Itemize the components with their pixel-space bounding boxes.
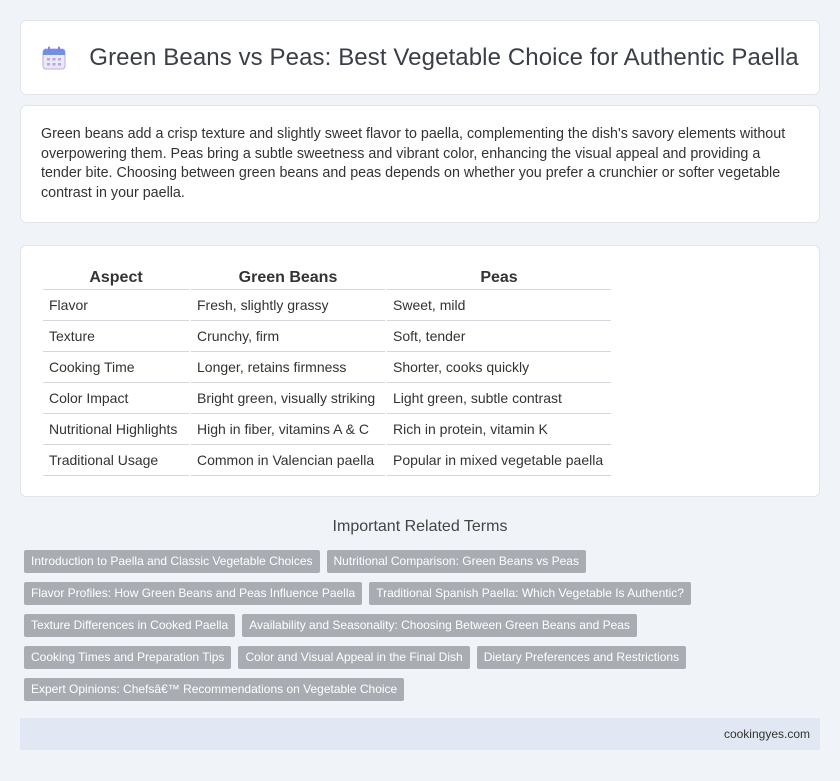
cell-green-beans: Fresh, slightly grassy [191, 290, 385, 321]
intro-card [20, 105, 820, 223]
related-term-tag[interactable]: Dietary Preferences and Restrictions [477, 646, 686, 669]
footer-site-link[interactable]: cookingyes.com [723, 727, 810, 741]
table-row [43, 445, 611, 476]
cell-aspect: Color Impact [43, 383, 189, 414]
table-header-row [43, 266, 611, 290]
cell-peas: Popular in mixed vegetable paella [387, 445, 611, 476]
footer [20, 718, 820, 750]
cell-aspect: Cooking Time [43, 352, 189, 383]
related-term-tag[interactable]: Nutritional Comparison: Green Beans vs Peas [327, 550, 586, 573]
comparison-card [20, 245, 820, 497]
header-green-beans: Green Beans [191, 266, 385, 290]
table-row [43, 352, 611, 383]
title-wrap [41, 44, 798, 72]
cell-peas: Light green, subtle contrast [387, 383, 611, 414]
table-row [43, 321, 611, 352]
related-term-tag[interactable]: Texture Differences in Cooked Paella [24, 614, 235, 637]
cell-aspect: Flavor [43, 290, 189, 321]
cell-peas: Rich in protein, vitamin K [387, 414, 611, 445]
cell-aspect: Nutritional Highlights [43, 414, 189, 445]
cell-aspect: Texture [43, 321, 189, 352]
table-row [43, 383, 611, 414]
table-row [43, 290, 611, 321]
cell-peas: Soft, tender [387, 321, 611, 352]
calendar-icon [41, 45, 67, 71]
page-title: Green Beans vs Peas: Best Vegetable Choice for Authentic Paella [89, 43, 799, 71]
related-term-tag[interactable]: Expert Opinions: Chefsâ€™ Recommendations on Vegetable Choice [24, 678, 404, 701]
cell-green-beans: Bright green, visually striking [191, 383, 385, 414]
related-terms-title: Important Related Terms [332, 518, 508, 535]
cell-green-beans: Longer, retains firmness [191, 352, 385, 383]
cell-peas: Sweet, mild [387, 290, 611, 321]
intro-paragraph: Green beans add a crisp texture and slightly sweet flavor to paella, complementing the dish's savory elements without overpowering them. Peas bring a subtle sweetness and vibrant color, enhancing the visual appeal and providing a tender bite. Choosing between green beans and peas depends on whether you prefer a crunchier or softer vegetable contrast in your paella. [41, 126, 786, 201]
cell-green-beans: High in fiber, vitamins A & C [191, 414, 385, 445]
header-peas: Peas [387, 266, 611, 290]
related-term-tag[interactable]: Color and Visual Appeal in the Final Dish [238, 646, 469, 669]
cell-peas: Shorter, cooks quickly [387, 352, 611, 383]
related-term-tag[interactable]: Traditional Spanish Paella: Which Vegetable Is Authentic? [369, 582, 691, 605]
table-row [43, 414, 611, 445]
comparison-table [41, 266, 613, 476]
header-card [20, 20, 820, 95]
cell-aspect: Traditional Usage [43, 445, 189, 476]
header-aspect: Aspect [43, 266, 189, 290]
related-terms-list [24, 550, 824, 701]
related-term-tag[interactable]: Introduction to Paella and Classic Vegetable Choices [24, 550, 320, 573]
cell-green-beans: Common in Valencian paella [191, 445, 385, 476]
related-term-tag[interactable]: Cooking Times and Preparation Tips [24, 646, 231, 669]
related-term-tag[interactable]: Flavor Profiles: How Green Beans and Peas Influence Paella [24, 582, 362, 605]
related-term-tag[interactable]: Availability and Seasonality: Choosing Between Green Beans and Peas [242, 614, 637, 637]
cell-green-beans: Crunchy, firm [191, 321, 385, 352]
